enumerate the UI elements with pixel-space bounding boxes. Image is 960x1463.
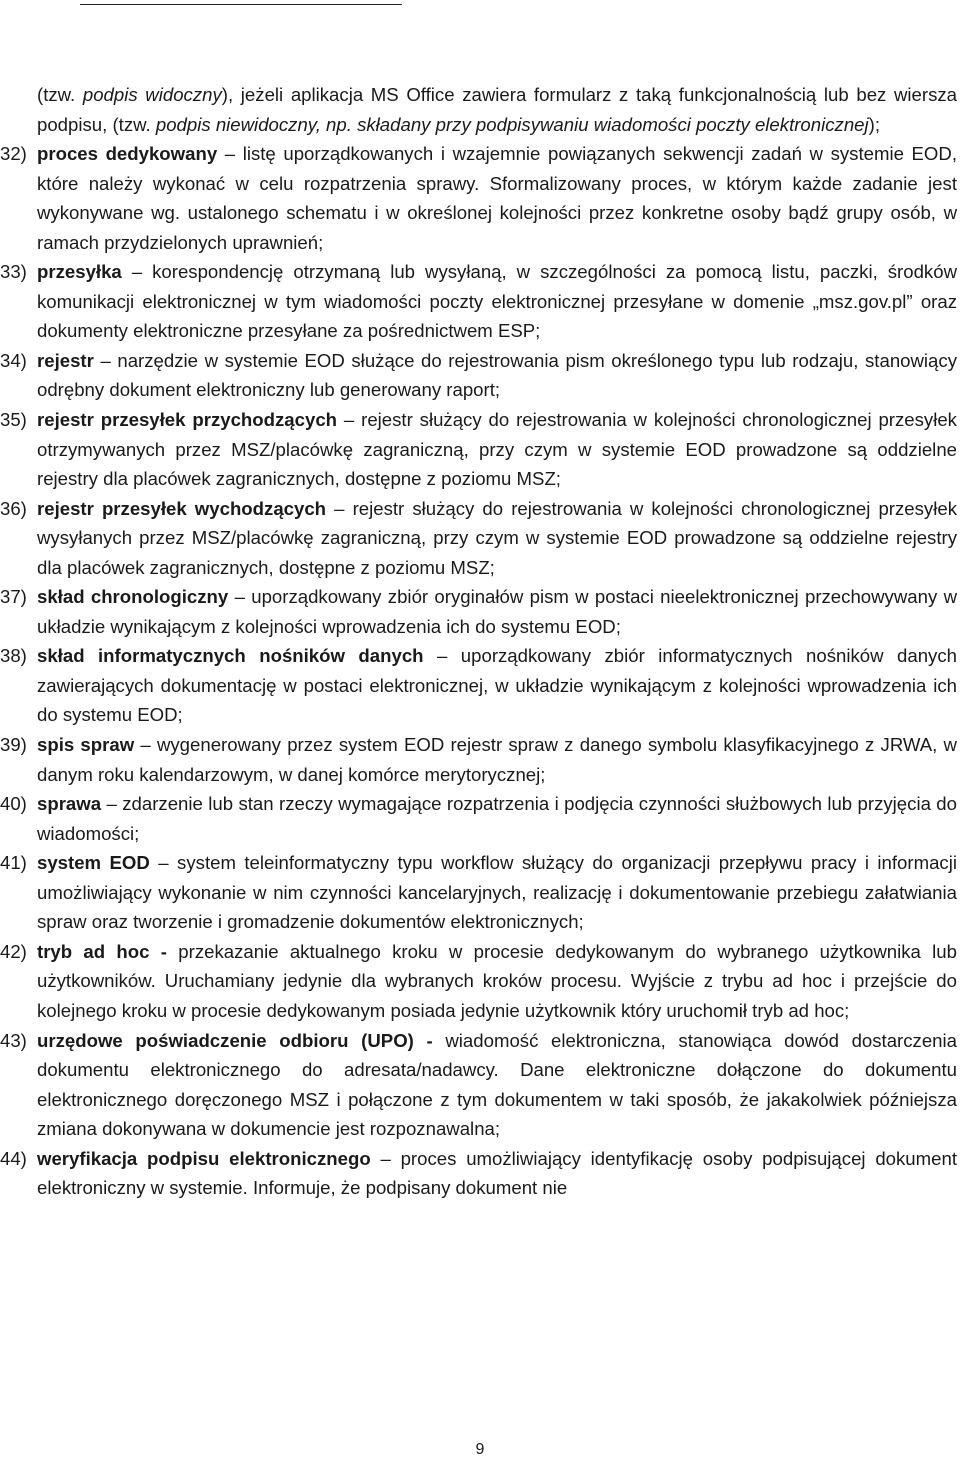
intro-text: ); [868, 113, 881, 135]
page-number: 9 [475, 1441, 485, 1458]
definition-term: rejestr [37, 349, 94, 371]
definition-item [0, 789, 957, 848]
definition-item [0, 641, 957, 730]
definition-term: skład informatycznych nośników danych [37, 645, 424, 667]
definition-term: weryfikacja podpisu elektronicznego [37, 1147, 371, 1169]
item-number: 40) [0, 793, 27, 815]
intro-text: ), jeżeli aplikacja MS Office zawiera formularz z taką funkcjonalnością lub bez wiersza podpisu, (tzw. [37, 84, 958, 135]
item-number: 36) [0, 497, 27, 519]
definition-item [0, 346, 957, 405]
item-number: 35) [0, 409, 27, 431]
definition-text: wiadomość elektroniczna, stanowiąca dowód dostarczenia dokumentu elektronicznego do adresata/nadawcy. Dane elektroniczne dołączone do dokumentu elektronicznego doręczonego MSZ i połączone z tym dokumentem w taki sposób, że jakakolwiek późniejsza zmiana dokonywana w dokumencie jest rozpoznawalna; [37, 1029, 957, 1140]
intro-text: (tzw. [37, 84, 83, 105]
definition-text: – rejestr służący do rejestrowania w kolejności chronologicznej przesyłek otrzymywanych przez MSZ/placówkę zagraniczną, przy czym w systemie EOD prowadzone są oddzielne rejestry dla placówek zagranicznych, dostępne z poziomu MSZ; [37, 409, 957, 490]
item-number: 41) [0, 852, 27, 874]
item-number: 43) [0, 1029, 27, 1051]
definition-term: spis spraw [37, 734, 135, 756]
definition-item [0, 730, 957, 789]
definition-text: – listę uporządkowanych i wzajemnie powiązanych sekwencji zadań w systemie EOD, które należy wykonać w celu rozpatrzenia sprawy. Sformalizowany proces, w którym każde zadanie jest wykonywane wg. ustalonego schematu i w określonej kolejności przez konkretne osoby bądź grupy osób, w ramach przydzielonych uprawnień; [37, 143, 957, 253]
definition-term: proces dedykowany [37, 143, 218, 165]
item-number: 33) [0, 261, 27, 283]
item-number: 37) [0, 586, 27, 608]
definition-text: – wygenerowany przez system EOD rejestr spraw z danego symbolu klasyfikacyjnego z JRWA, w danym roku kalendarzowym, w danej komórce merytorycznej; [37, 734, 957, 785]
definition-item [0, 257, 957, 346]
definition-item [0, 937, 957, 1026]
item-number: 42) [0, 940, 27, 962]
definition-text: – proces umożliwiający identyfikację osoby podpisującej dokument elektroniczny w systemie. Informuje, że podpisany dokument nie [37, 1147, 957, 1199]
footnote-separator-line [80, 4, 402, 5]
item-number: 44) [0, 1147, 27, 1169]
definition-text: – rejestr służący do rejestrowania w kolejności chronologicznej przesyłek wysyłanych przez MSZ/placówkę zagraniczną, przy czym w systemie EOD prowadzone są oddzielne rejestry dla placówek zagranicznych, dostępne z poziomu MSZ; [37, 497, 957, 578]
definition-text: – uporządkowany zbiór informatycznych nośników danych zawierających dokumentację w postaci elektronicznej, w układzie wynikającym z kolejności wprowadzenia ich do systemu EOD; [37, 645, 957, 726]
item-number: 34) [0, 349, 27, 371]
item-number: 32) [0, 143, 27, 165]
definition-term: urzędowe poświadczenie odbioru (UPO) - [37, 1029, 433, 1051]
document-body [0, 80, 958, 1203]
definitions-list [0, 139, 958, 1203]
item-number: 38) [0, 645, 27, 667]
definition-term: skład chronologiczny [37, 586, 229, 608]
definition-item [0, 405, 957, 494]
definition-text: przekazanie aktualnego kroku w procesie dedykowanym do wybranego użytkownika lub użytkowników. Uruchamiany jedynie dla wybranych kroków procesu. Wyjście z trybu ad hoc i przejście do kolejnego kroku w procesie dedykowanym posiada jedynie użytkownik który uruchomił tryb ad hoc; [37, 940, 957, 1021]
definition-term: przesyłka [37, 261, 122, 283]
definition-text: – korespondencję otrzymaną lub wysyłaną, w szczególności za pomocą listu, paczki, środków komunikacji elektronicznej w tym wiadomości poczty elektronicznej przesyłane w domenie „msz.gov.pl” oraz dokumenty elektroniczne przesyłane za pośrednictwem ESP; [37, 261, 957, 342]
definition-term: system EOD [37, 852, 150, 874]
definition-text: – system teleinformatyczny typu workflow służący do organizacji przepływu pracy i informacji umożliwiający wykonanie w nim czynności kancelaryjnych, realizację i dokumentowanie przebiegu załatwiania spraw oraz tworzenie i gromadzenie dokumentów elektronicznych; [37, 852, 957, 933]
definition-text: – uporządkowany zbiór oryginałów pism w postaci nieelektronicznej przechowywany w układzie wynikającym z kolejności wprowadzenia ich do systemu EOD; [37, 586, 958, 637]
definition-term: rejestr przesyłek wychodzących [37, 497, 327, 519]
intro-italic: podpis niewidoczny, np. [155, 113, 352, 135]
definition-item [0, 848, 957, 937]
definition-text: – narzędzie w systemie EOD służące do rejestrowania pism określonego typu lub rodzaju, stanowiący odrębny dokument elektroniczny lub generowany raport; [37, 349, 957, 401]
item-number: 39) [0, 734, 27, 756]
definition-term: sprawa [37, 793, 102, 815]
definition-term: rejestr przesyłek przychodzących [37, 409, 338, 431]
definition-item [0, 139, 957, 257]
definition-term: tryb ad hoc - [37, 940, 167, 962]
definition-text: – zdarzenie lub stan rzeczy wymagające rozpatrzenia i podjęcia czynności służbowych lub przyjęcia do wiadomości; [37, 793, 957, 844]
definition-item [0, 582, 958, 641]
definition-item [0, 494, 957, 583]
intro-paragraph [37, 80, 957, 139]
definition-item [0, 1026, 957, 1144]
intro-italic: podpis widoczny [82, 84, 222, 105]
definition-item [0, 1144, 957, 1203]
intro-italic: składany przy podpisywaniu wiadomości poczty elektronicznej [351, 113, 869, 135]
